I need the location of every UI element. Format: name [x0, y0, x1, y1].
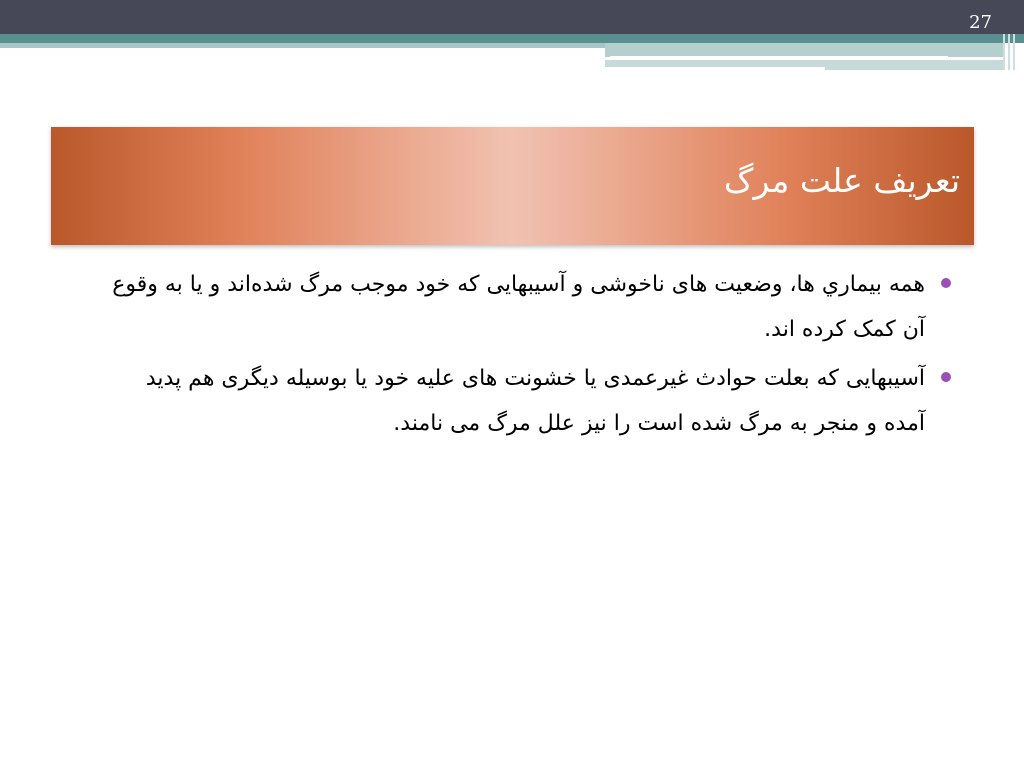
bullet-text: آسیبهایی که بعلت حوادث غیرعمدی یا خشونت های علیه خود یا بوسیله دیگری هم پدید آمده و منجر به مرگ شده است را نیز علل مرگ می نامند. — [145, 366, 925, 436]
bullet-marker-icon — [941, 278, 951, 288]
header-band-light-right — [605, 43, 1005, 57]
header-band-dark — [0, 0, 1024, 34]
header-band-light-lower — [605, 60, 1005, 67]
bullet-item — [100, 262, 955, 352]
slide-number: 27 — [969, 12, 992, 33]
slide-title: تعریف علت مرگ — [723, 161, 960, 200]
title-bar — [51, 127, 974, 245]
header-vertical-line — [1013, 34, 1015, 70]
bullet-item — [100, 356, 955, 446]
bullet-text: همه بيماري ها، وضعیت های ناخوشی و آسیبهایی که خود موجب مرگ شده‌اند و یا به وقوع آن کمک کرده اند. — [112, 272, 925, 342]
header-vertical-line — [1003, 34, 1005, 70]
bullet-marker-icon — [941, 372, 951, 382]
header-divider-line — [610, 56, 948, 58]
header-band-light — [0, 43, 605, 48]
header-band-light-stub — [825, 67, 1005, 70]
header-band-teal — [0, 34, 1024, 43]
bullet-list — [100, 262, 955, 450]
header-vertical-line — [1008, 34, 1010, 70]
